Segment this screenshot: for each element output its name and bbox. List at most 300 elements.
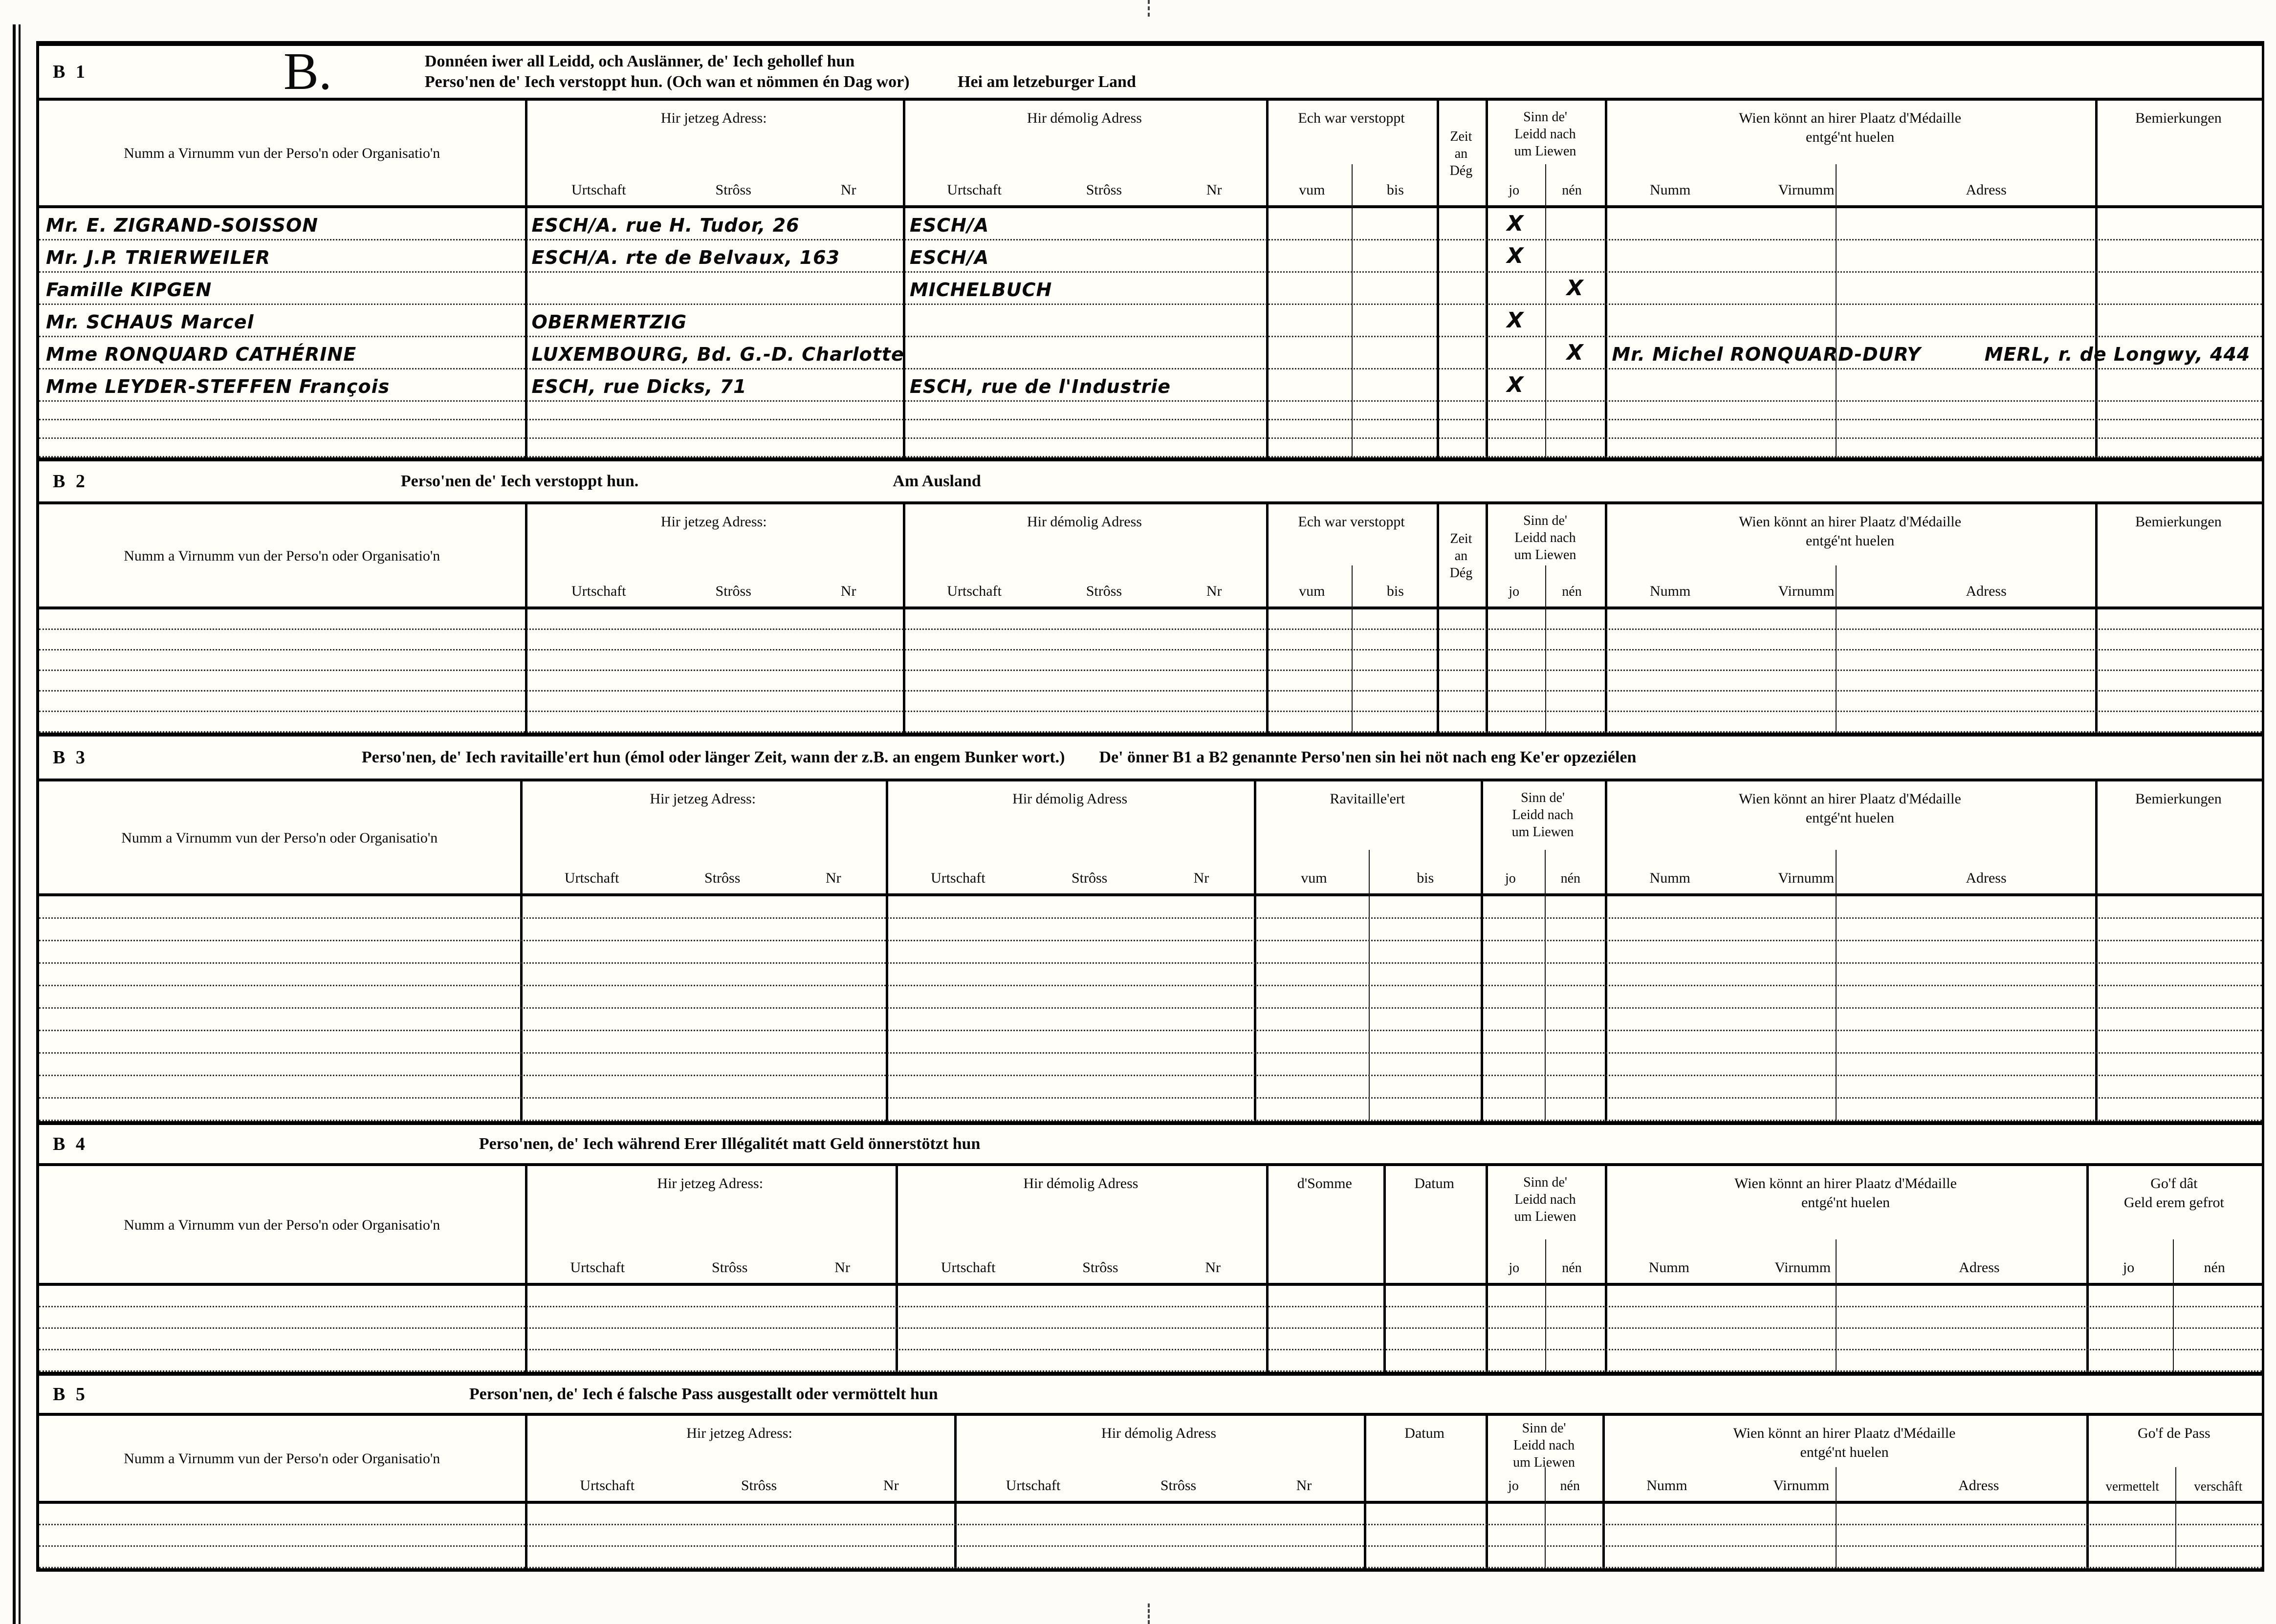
wien-line2: entgé'nt huelen	[1806, 533, 1895, 549]
medal-name: Mr. Michel RONQUARD-DURY	[1612, 344, 1921, 365]
remarks-entry	[2095, 369, 2262, 400]
amount-label: d'Somme	[1297, 1175, 1352, 1191]
still-alive-label	[1488, 512, 1603, 563]
table-row	[39, 240, 2262, 273]
empty-row	[39, 964, 2262, 986]
zeit-an-deg-label	[1439, 530, 1484, 582]
empty-row	[39, 692, 2262, 712]
former-address-label: Hir démolig Adress	[1012, 791, 1128, 807]
zeit-line3: Dég	[1449, 163, 1473, 178]
col-still-alive	[1486, 1166, 1605, 1283]
section-b5	[39, 1372, 2262, 1568]
stross-label: Strôss	[1086, 583, 1122, 599]
empty-row	[39, 1350, 2262, 1372]
b3-band	[39, 733, 2262, 781]
b1-code: B 1	[53, 62, 88, 82]
stross-label: Strôss	[1071, 870, 1108, 886]
urtschaft-label: Urtschaft	[580, 1477, 635, 1494]
former-address-sublabels	[905, 182, 1264, 198]
jo-label: jo	[1505, 871, 1516, 886]
b4-code: B 4	[53, 1134, 88, 1154]
verschafft-label: verschâft	[2194, 1479, 2243, 1494]
name-entry: Mme RONQUARD CATHÉRINE	[46, 344, 357, 365]
col-former-address	[954, 1416, 1364, 1501]
b5-table	[39, 1416, 2262, 1568]
remarks-label: Bemierkungen	[2135, 110, 2222, 126]
bis-label: bis	[1386, 182, 1404, 198]
col-current-address	[525, 1416, 954, 1501]
scan-edge-line	[13, 24, 21, 1624]
pass-outcome-sublabels	[2088, 1479, 2260, 1494]
b3-rows	[39, 896, 2262, 1121]
empty-row	[39, 650, 2262, 671]
col-current-address	[525, 504, 903, 606]
nen-mark	[1545, 369, 1605, 400]
section-b2	[39, 457, 2262, 733]
remarks-entry	[2095, 208, 2262, 239]
col-remarks	[2095, 781, 2262, 893]
medal-recipient-entry	[1605, 273, 2095, 303]
current-address-entry: ESCH/A. rte de Belvaux, 163	[531, 247, 840, 268]
urtschaft-label: Urtschaft	[570, 1259, 625, 1276]
b1-table	[39, 101, 2262, 457]
empty-row	[39, 1547, 2262, 1568]
b3-title: Perso'nen, de' Iech ravitaille'ert hun (émol oder länger Zeit, wann der z.B. an engem Bunker wort.)	[361, 748, 1065, 766]
medal-recipient-label	[1607, 1174, 2084, 1212]
nen-mark	[1545, 240, 1605, 271]
urtschaft-label: Urtschaft	[947, 182, 1002, 198]
adress-label: Adress	[1958, 1477, 1999, 1494]
nen-label: nén	[1562, 1260, 1582, 1276]
b3-table	[39, 781, 2262, 1121]
vum-label: vum	[1299, 182, 1325, 198]
col-hidden-period	[1266, 504, 1437, 606]
b2-table	[39, 504, 2262, 733]
current-address-label: Hir jetzeg Adress:	[660, 110, 767, 126]
col-name	[39, 1166, 525, 1283]
hidden-period-entry	[1266, 369, 1437, 400]
former-address-entry: ESCH/A	[909, 215, 989, 236]
sinn-line2: Leidd nach	[1512, 807, 1574, 823]
sinn-line3: um Liewen	[1514, 1209, 1576, 1224]
nen-label: nén	[2204, 1259, 2225, 1276]
urtschaft-label: Urtschaft	[931, 870, 985, 886]
nen-mark: X	[1566, 276, 1584, 301]
nen-label: nén	[1560, 1478, 1580, 1494]
money-reclaimed-sublabels	[2088, 1259, 2260, 1276]
sinn-line2: Leidd nach	[1514, 530, 1576, 545]
col-current-address	[525, 1166, 896, 1283]
b1-band	[39, 43, 2262, 101]
numm-label: Numm	[1649, 182, 1691, 198]
b1-letter: B.	[283, 43, 332, 101]
remarks-entry	[2095, 273, 2262, 303]
col-still-alive	[1481, 781, 1605, 893]
col-still-alive	[1486, 1416, 1603, 1501]
nen-mark	[1545, 305, 1605, 336]
col-current-address	[520, 781, 886, 893]
still-alive-label	[1488, 1174, 1603, 1225]
former-address-entry	[903, 337, 1266, 368]
col-medal-recipient	[1605, 504, 2095, 606]
name-entry: Famille KIPGEN	[46, 279, 212, 301]
col-date	[1383, 1166, 1486, 1283]
former-address-entry: MICHELBUCH	[909, 279, 1052, 301]
col-former-address	[886, 781, 1254, 893]
medal-recipient-sublabels	[1607, 583, 2093, 600]
stross-label: Strôss	[715, 182, 751, 198]
questionnaire-form	[36, 41, 2264, 1572]
empty-row	[39, 1054, 2262, 1076]
remarks-entry	[2095, 337, 2262, 368]
nen-label: nén	[1562, 183, 1582, 198]
empty-row	[39, 712, 2262, 733]
adress-label: Adress	[1966, 182, 2007, 198]
col-former-address	[903, 101, 1266, 205]
wien-line2: entgé'nt huelen	[1800, 1444, 1889, 1460]
table-row	[39, 273, 2262, 305]
b4-band	[39, 1121, 2262, 1166]
adress-label: Adress	[1966, 583, 2007, 599]
sinn-line3: um Liewen	[1511, 824, 1574, 840]
current-address-entry	[525, 273, 903, 303]
col-name	[39, 1416, 525, 1501]
stross-label: Strôss	[712, 1259, 748, 1276]
virnumm-label: Virnumm	[1778, 870, 1835, 886]
col-supplied	[1254, 781, 1481, 893]
current-address-sublabels	[527, 1477, 952, 1494]
bis-label: bis	[1386, 583, 1404, 599]
pass-outcome-label: Go'f de Pass	[2137, 1425, 2210, 1441]
former-address-entry	[903, 305, 1266, 336]
col-former-address	[896, 1166, 1266, 1283]
supplied-sublabels	[1256, 870, 1479, 887]
b1-title-line2b: Hei am letzeburger Land	[958, 73, 1136, 91]
col-remarks	[2095, 504, 2262, 606]
zeit-line2: an	[1454, 146, 1468, 161]
medal-address: MERL, r. de Longwy, 444	[1984, 344, 2251, 365]
current-address-label: Hir jetzeg Adress:	[650, 791, 756, 807]
urtschaft-label: Urtschaft	[571, 182, 626, 198]
sinn-line1: Sinn de'	[1522, 1421, 1566, 1436]
medal-recipient-sublabels	[1604, 1477, 2084, 1494]
name-entry: Mme LEYDER-STEFFEN François	[46, 376, 390, 397]
col-pass-outcome	[2086, 1416, 2262, 1501]
col-money-reclaimed	[2086, 1166, 2262, 1283]
sinn-line2: Leidd nach	[1514, 1192, 1576, 1207]
b5-title: Person'nen, de' Iech é falsche Pass ausgestallt oder vermöttelt hun	[469, 1385, 938, 1403]
col-name-label: Numm a Virnumm vun der Perso'n oder Organisatio'n	[124, 145, 440, 161]
jo-mark: X	[1507, 243, 1524, 268]
b4-title: Perso'nen, de' Iech während Erer Illégalitét matt Geld önnerstötzt hun	[479, 1135, 981, 1153]
urtschaft-label: Urtschaft	[1006, 1477, 1061, 1494]
hidden-period-label: Ech war verstoppt	[1298, 110, 1405, 126]
table-row	[39, 305, 2262, 337]
stross-label: Strôss	[741, 1477, 777, 1494]
b5-code: B 5	[53, 1384, 88, 1405]
col-former-address	[903, 504, 1266, 606]
former-address-label: Hir démolig Adress	[1027, 514, 1142, 530]
empty-row	[39, 986, 2262, 1009]
section-b1	[39, 43, 2262, 457]
empty-row	[39, 402, 2262, 420]
b1-title-line1: Donnéen iwer all Leidd, och Auslänner, de' Iech gehollef hun	[424, 52, 855, 70]
current-address-sublabels	[522, 870, 884, 887]
sinn-line1: Sinn de'	[1521, 790, 1565, 805]
b2-rows	[39, 609, 2262, 733]
hidden-period-entry	[1266, 208, 1437, 239]
nr-label: Nr	[1296, 1477, 1312, 1494]
empty-row	[39, 1525, 2262, 1547]
b5-band	[39, 1372, 2262, 1416]
empty-row	[39, 1504, 2262, 1525]
jo-label: jo	[1509, 183, 1520, 198]
remarks-entry	[2095, 240, 2262, 271]
still-alive-label	[1488, 1420, 1601, 1471]
current-address-entry: ESCH/A. rue H. Tudor, 26	[531, 215, 800, 236]
nr-label: Nr	[883, 1477, 899, 1494]
sinn-line1: Sinn de'	[1523, 513, 1567, 528]
jo-label: jo	[1508, 1478, 1519, 1494]
zeit-an-deg-label	[1439, 128, 1484, 179]
virnumm-label: Virnumm	[1778, 583, 1835, 599]
medal-recipient-label	[1607, 108, 2093, 147]
medal-recipient-entry	[1605, 305, 2095, 336]
numm-label: Numm	[1648, 1259, 1689, 1276]
sinn-line3: um Liewen	[1514, 547, 1576, 563]
b2-title-location: Am Ausland	[893, 472, 981, 490]
empty-row	[39, 671, 2262, 692]
hidden-period-label: Ech war verstoppt	[1298, 514, 1405, 530]
wien-line1: Wien könnt an hirer Plaatz d'Médaille	[1734, 1175, 1957, 1191]
medal-recipient-entry	[1605, 337, 2251, 368]
zeit-entry	[1437, 240, 1486, 271]
former-address-label: Hir démolig Adress	[1023, 1175, 1138, 1191]
current-address-sublabels	[527, 182, 901, 198]
numm-label: Numm	[1649, 870, 1690, 886]
jo-label: jo	[1509, 584, 1520, 599]
sinn-line2: Leidd nach	[1514, 127, 1576, 142]
money-reclaimed-label	[2088, 1174, 2260, 1212]
empty-row	[39, 1009, 2262, 1031]
current-address-entry: ESCH, rue Dicks, 71	[531, 376, 747, 397]
gof-geld-line2: Geld erem gefrot	[2123, 1194, 2224, 1211]
date-label: Datum	[1404, 1425, 1444, 1441]
empty-row	[39, 1076, 2262, 1099]
medal-recipient-entry	[1605, 240, 2095, 271]
nr-label: Nr	[840, 182, 856, 198]
jo-mark	[1486, 273, 1545, 303]
name-entry: Mr. J.P. TRIERWEILER	[46, 247, 271, 268]
former-address-sublabels	[905, 583, 1264, 600]
wien-line2: entgé'nt huelen	[1806, 129, 1895, 145]
remarks-label: Bemierkungen	[2135, 791, 2222, 807]
current-address-entry: LUXEMBOURG, Bd. G.-D. Charlotte	[531, 344, 904, 365]
still-alive-label	[1483, 789, 1603, 841]
fold-mark-top	[1148, 0, 1150, 17]
stross-label: Strôss	[1160, 1477, 1197, 1494]
b2-code: B 2	[53, 471, 88, 492]
col-zeit-an-deg	[1437, 504, 1486, 606]
sinn-line1: Sinn de'	[1523, 1175, 1567, 1190]
nr-label: Nr	[825, 870, 841, 886]
numm-label: Numm	[1646, 1477, 1687, 1494]
supplied-label: Ravitaille'ert	[1330, 791, 1405, 807]
stross-label: Strôss	[704, 870, 741, 886]
hidden-period-entry	[1266, 337, 1437, 368]
col-date	[1364, 1416, 1486, 1501]
col-zeit-an-deg	[1437, 101, 1486, 205]
nr-label: Nr	[1193, 870, 1209, 886]
col-hidden-period	[1266, 101, 1437, 205]
b3-column-headers	[39, 781, 2262, 896]
medal-recipient-sublabels	[1607, 870, 2093, 887]
date-label: Datum	[1414, 1175, 1454, 1191]
name-entry: Mr. SCHAUS Marcel	[46, 311, 254, 333]
nr-label: Nr	[1206, 182, 1222, 198]
adress-label: Adress	[1959, 1259, 2000, 1276]
fold-mark-bottom	[1148, 1603, 1150, 1624]
empty-row	[39, 420, 2262, 439]
col-name	[39, 101, 525, 205]
zeit-entry	[1437, 305, 1486, 336]
numm-label: Numm	[1649, 583, 1691, 599]
b5-rows	[39, 1504, 2262, 1568]
virnumm-label: Virnumm	[1778, 182, 1835, 198]
nen-mark: X	[1566, 340, 1584, 365]
zeit-entry	[1437, 369, 1486, 400]
col-name-label: Numm a Virnumm vun der Perso'n oder Organisatio'n	[124, 1451, 440, 1467]
wien-line1: Wien könnt an hirer Plaatz d'Médaille	[1733, 1425, 1956, 1441]
current-address-label: Hir jetzeg Adress:	[660, 514, 767, 530]
col-medal-recipient	[1602, 1416, 2086, 1501]
hidden-period-sublabels	[1268, 583, 1435, 600]
zeit-line1: Zeit	[1450, 531, 1472, 546]
col-medal-recipient	[1605, 101, 2095, 205]
medal-recipient-label	[1604, 1424, 2084, 1462]
medal-recipient-label	[1607, 512, 2093, 550]
jo-mark	[1486, 337, 1545, 368]
col-name-label: Numm a Virnumm vun der Perso'n oder Organisatio'n	[124, 1216, 440, 1233]
nen-label: nén	[1560, 871, 1580, 886]
wien-line2: entgé'nt huelen	[1801, 1194, 1890, 1211]
zeit-entry	[1437, 337, 1486, 368]
vum-label: vum	[1299, 583, 1325, 599]
empty-row	[39, 1286, 2262, 1307]
col-name-label: Numm a Virnumm vun der Perso'n oder Organisatio'n	[124, 547, 440, 564]
jo-mark: X	[1507, 211, 1524, 236]
jo-mark: X	[1507, 308, 1524, 333]
hidden-period-entry	[1266, 240, 1437, 271]
col-still-alive	[1486, 504, 1605, 606]
col-remarks	[2095, 101, 2262, 205]
empty-row	[39, 941, 2262, 964]
empty-row	[39, 1307, 2262, 1329]
b5-column-headers	[39, 1416, 2262, 1504]
b3-code: B 3	[53, 747, 88, 768]
former-address-label: Hir démolig Adress	[1027, 110, 1142, 126]
urtschaft-label: Urtschaft	[947, 583, 1002, 599]
current-address-sublabels	[527, 583, 901, 600]
current-address-label: Hir jetzeg Adress:	[657, 1175, 764, 1191]
table-row	[39, 369, 2262, 402]
jo-label: jo	[2123, 1259, 2135, 1276]
former-address-sublabels	[888, 870, 1252, 887]
hidden-period-sublabels	[1268, 182, 1435, 198]
zeit-entry	[1437, 273, 1486, 303]
col-medal-recipient	[1605, 1166, 2086, 1283]
former-address-entry: ESCH/A	[909, 247, 989, 268]
urtschaft-label: Urtschaft	[941, 1259, 996, 1276]
b1-rows	[39, 208, 2262, 457]
sinn-line3: um Liewen	[1513, 1455, 1575, 1470]
sinn-line3: um Liewen	[1514, 144, 1576, 159]
table-row	[39, 337, 2262, 369]
zeit-line2: an	[1454, 548, 1468, 563]
vermettelt-label: vermettelt	[2105, 1479, 2159, 1494]
still-alive-label	[1488, 108, 1603, 160]
adress-label: Adress	[1966, 870, 2007, 886]
empty-row	[39, 1031, 2262, 1054]
stross-label: Strôss	[1086, 182, 1122, 198]
still-alive-sublabels	[1488, 1478, 1601, 1494]
medal-recipient-entry	[1605, 369, 2095, 400]
empty-row	[39, 609, 2262, 630]
empty-row	[39, 896, 2262, 919]
current-address-label: Hir jetzeg Adress:	[686, 1425, 792, 1441]
former-address-sublabels	[956, 1477, 1362, 1494]
virnumm-label: Virnumm	[1773, 1477, 1830, 1494]
b4-column-headers	[39, 1166, 2262, 1286]
empty-row	[39, 630, 2262, 650]
empty-row	[39, 1099, 2262, 1121]
still-alive-sublabels	[1488, 1260, 1603, 1276]
b4-table	[39, 1166, 2262, 1372]
b1-titles	[425, 51, 1136, 93]
wien-line1: Wien könnt an hirer Plaatz d'Médaille	[1738, 791, 1961, 807]
wien-line2: entgé'nt huelen	[1805, 810, 1894, 826]
nr-label: Nr	[1205, 1259, 1221, 1276]
section-b4	[39, 1121, 2262, 1372]
jo-label: jo	[1509, 1260, 1520, 1276]
vum-label: vum	[1301, 870, 1327, 886]
col-name	[39, 504, 525, 606]
still-alive-sublabels	[1488, 183, 1603, 198]
section-b3	[39, 733, 2262, 1121]
name-entry: Mr. E. ZIGRAND-SOISSON	[46, 215, 319, 236]
medal-recipient-entry	[1605, 208, 2095, 239]
nr-label: Nr	[834, 1259, 850, 1276]
b1-title-line2a: Perso'nen de' Iech verstoppt hun. (Och wan et nömmen én Dag wor)	[424, 73, 910, 91]
former-address-label: Hir démolig Adress	[1101, 1425, 1217, 1441]
wien-line1: Wien könnt an hirer Plaatz d'Médaille	[1739, 110, 1962, 126]
stross-label: Strôss	[1082, 1259, 1118, 1276]
urtschaft-label: Urtschaft	[564, 870, 619, 886]
former-address-sublabels	[897, 1259, 1264, 1276]
zeit-line3: Dég	[1449, 565, 1473, 581]
medal-recipient-sublabels	[1607, 182, 2093, 198]
remarks-label: Bemierkungen	[2135, 514, 2222, 530]
empty-row	[39, 919, 2262, 941]
b4-rows	[39, 1286, 2262, 1372]
b3-title-note: De' önner B1 a B2 genannte Perso'nen sin hei nöt nach eng Ke'er opzeziélen	[1099, 748, 1637, 766]
zeit-line1: Zeit	[1450, 129, 1472, 144]
gof-geld-line1: Go'f dât	[2150, 1175, 2198, 1191]
zeit-entry	[1437, 208, 1486, 239]
empty-row	[39, 1329, 2262, 1350]
urtschaft-label: Urtschaft	[571, 583, 626, 599]
b1-column-headers	[39, 101, 2262, 208]
